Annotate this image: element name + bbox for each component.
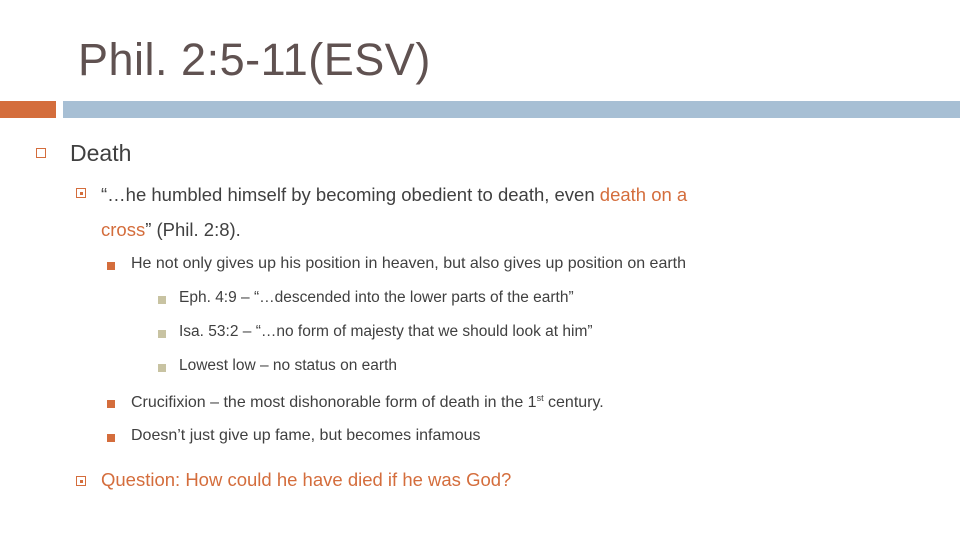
point-position: He not only gives up his position in heaven, but also gives up position on earth: [131, 255, 687, 272]
hollow-square-bullet-icon: [36, 148, 46, 158]
sub-lowest: Lowest low – no status on earth: [179, 357, 397, 374]
square-bullet-icon: [107, 434, 115, 442]
question-text: Question: How could he have died if he was God?: [101, 469, 512, 490]
title-accent-bar: [0, 101, 56, 118]
square-bullet-icon: [107, 262, 115, 270]
square-bullet-icon: [107, 400, 115, 408]
square-bullet-icon: [158, 364, 166, 372]
crucifixion-text-end: century.: [543, 394, 604, 411]
quote-line-1: [101, 181, 687, 208]
quote-reference: ” (Phil. 2:8).: [145, 219, 241, 240]
point-crucifixion: [131, 393, 604, 412]
dotted-square-bullet-icon: [76, 476, 86, 486]
dotted-square-bullet-icon: [76, 188, 86, 198]
sub-eph: Eph. 4:9 – “…descended into the lower parts of the earth”: [179, 289, 574, 306]
crucifixion-text: Crucifixion – the most dishonorable form of death in the 1: [131, 394, 537, 411]
ordinal-suffix: st: [536, 393, 544, 403]
quote-line-2: [101, 216, 241, 243]
point-infamous: Doesn’t just give up fame, but becomes infamous: [131, 427, 481, 444]
slide-title: Phil. 2:5-11(ESV): [78, 34, 431, 85]
square-bullet-icon: [158, 296, 166, 304]
quote-highlight-cross: cross: [101, 219, 146, 240]
quote-text: “…he humbled himself by becoming obedient to death, even: [101, 184, 600, 205]
quote-highlight: death on a: [599, 184, 688, 205]
square-bullet-icon: [158, 330, 166, 338]
title-divider-bar: [63, 101, 960, 118]
heading-death: Death: [70, 140, 132, 166]
sub-isa: Isa. 53:2 – “…no form of majesty that we should look at him”: [179, 323, 593, 340]
